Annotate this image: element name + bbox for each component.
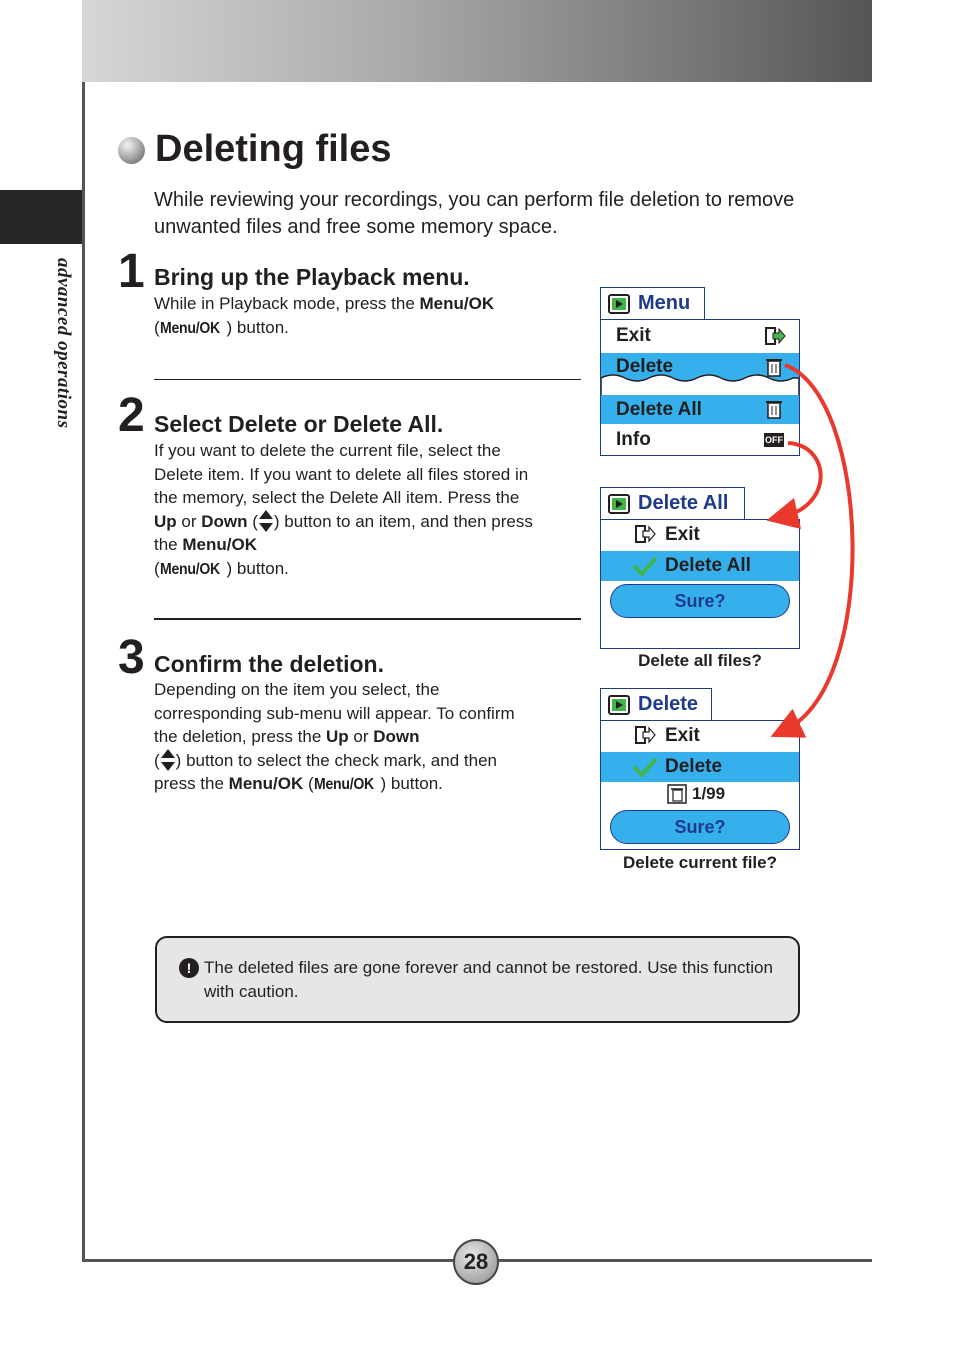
delete-caption: Delete current file? <box>623 853 777 872</box>
warning-icon: ! <box>179 958 199 978</box>
menu-item-delete[interactable]: Delete <box>601 353 799 381</box>
delete-sure-button[interactable]: Sure? <box>610 810 790 844</box>
step-3-text: Depending on the item you select, the corresponding sub-menu will appear. To confirm the deletion, press the Up or Down ( ) button to select the check mark, and then press the Menu/OK (Menu/OK ) button. <box>154 678 539 797</box>
menu-ok-glyph: Menu/OK <box>159 319 220 337</box>
header-gradient-bar <box>82 0 872 82</box>
chapter-side-label: advanced operations <box>53 258 74 429</box>
step-1-number: 1 <box>118 245 145 298</box>
playback-icon <box>608 294 630 314</box>
arrow-to-delete <box>785 365 853 730</box>
intro-paragraph: While reviewing your recordings, you can perform file deletion to remove unwanted files and free some memory space. <box>154 189 795 238</box>
delete-all-panel-tab: Delete All <box>600 487 745 520</box>
menu-item-delete-all[interactable]: Delete All <box>601 395 799 424</box>
step-3-number: 3 <box>118 631 145 684</box>
delete-confirm-item[interactable]: Delete <box>601 752 799 782</box>
exit-icon <box>634 524 656 544</box>
step-2-number: 2 <box>118 389 145 442</box>
step-divider-1 <box>154 379 581 380</box>
page-number: 28 <box>453 1239 499 1285</box>
check-icon <box>633 757 657 777</box>
file-count-row: 1/99 <box>601 782 799 806</box>
step-1-heading: Bring up the Playback menu. <box>154 264 470 290</box>
delete-all-exit-item[interactable]: Exit <box>601 520 799 551</box>
delete-exit-item[interactable]: Exit <box>601 721 799 752</box>
flow-arrows <box>760 355 870 745</box>
delete-all-confirm-item[interactable]: Delete All <box>601 551 799 581</box>
menu-ok-glyph: Menu/OK <box>313 776 374 793</box>
step-3-heading: Confirm the deletion. <box>154 651 384 677</box>
title-bullet-icon <box>118 137 145 164</box>
menu-item-exit[interactable]: Exit <box>601 320 799 353</box>
up-down-icon <box>258 510 274 532</box>
step-1-text: While in Playback mode, press the Menu/OK (Menu/OK ) button. <box>154 292 574 340</box>
check-icon <box>633 556 657 576</box>
up-down-icon <box>160 749 176 771</box>
delete-all-sure-button[interactable]: Sure? <box>610 584 790 618</box>
exit-icon <box>634 725 656 745</box>
step-2-heading: Select Delete or Delete All. <box>154 411 444 437</box>
step-2-text: If you want to delete the current file, select the Delete item. If you want to delete all files stored in the memory, select the Delete All item. Press the Up or Down ( ) button to an item, and then press the Menu/OK (Menu/OK ) button. <box>154 439 539 581</box>
page-title: Deleting files <box>155 128 392 170</box>
warning-text: The deleted files are gone forever and cannot be restored. Use this function with caution. <box>204 958 773 1001</box>
arrow-to-delete-all <box>782 443 821 517</box>
delete-all-caption: Delete all files? <box>638 651 762 670</box>
playback-icon <box>608 494 630 514</box>
trash-file-icon <box>667 784 687 804</box>
step-divider-2 <box>154 618 581 620</box>
menu-ok-glyph: Menu/OK <box>159 560 220 578</box>
exit-icon <box>764 326 786 346</box>
playback-icon <box>608 695 630 715</box>
info-off-badge: OFF <box>765 435 783 445</box>
chapter-tab <box>0 190 82 244</box>
delete-panel-tab: Delete <box>600 688 712 721</box>
menu-item-info[interactable]: Info OFF <box>616 429 783 450</box>
menu-panel-tab: Menu <box>600 287 705 320</box>
